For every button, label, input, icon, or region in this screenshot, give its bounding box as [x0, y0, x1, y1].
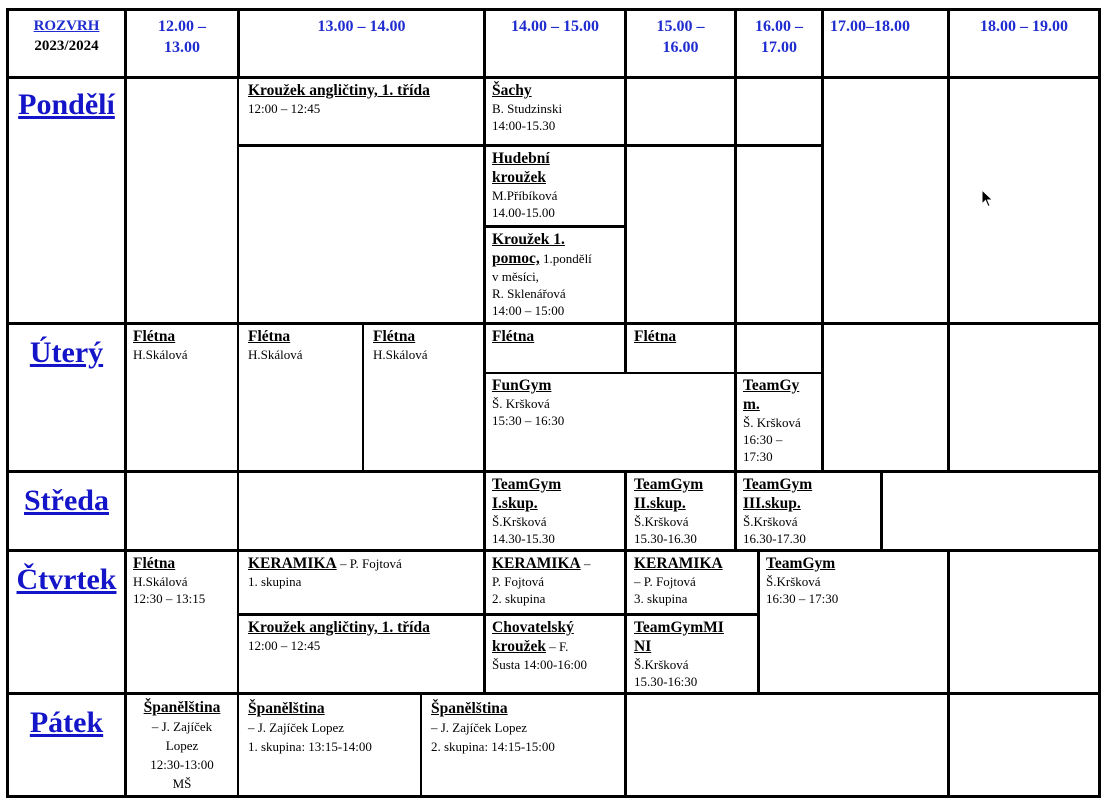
activity-teacher: B. Studzinski — [492, 101, 563, 116]
activity-title: TeamGymMI NI — [634, 619, 724, 655]
tuesday-flute-cell-4 — [486, 325, 624, 372]
activity-teacher: – J. Zajíček Lopez — [248, 720, 345, 735]
activity-time: 14:00 – 15:00 — [492, 303, 565, 318]
activity-group: 1. skupina — [248, 574, 302, 589]
activity-title: TeamGym II.skup. — [634, 476, 704, 512]
activity-teacher: – P. Fojtová — [634, 574, 696, 589]
wednesday-teamgym-3-cell — [737, 473, 880, 549]
activity-teacher: Š. Kršková — [743, 415, 801, 430]
activity-title: Kroužek angličtiny, 1. třída — [248, 619, 430, 636]
activity-title: Chovatelský — [492, 619, 574, 636]
wednesday-teamgym-2-cell — [627, 473, 734, 549]
activity-title: Španělština — [431, 700, 508, 717]
activity-note: v měsíci, — [492, 269, 539, 284]
monday-english-cell — [239, 79, 483, 144]
activity-title: TeamGy m. — [743, 377, 800, 413]
thursday-ceramics-2-cell — [486, 552, 624, 613]
thursday-ceramics-3-cell — [627, 552, 757, 613]
activity-time: 16.30-17.30 — [743, 531, 806, 546]
tuesday-fungym-cell — [486, 374, 734, 470]
activity-time: 15.30-16.30 — [634, 531, 697, 546]
activity-title: Flétna — [133, 555, 176, 572]
activity-title: Flétna — [373, 328, 416, 345]
time-header-16: 16.00 – 17.00 — [755, 18, 803, 56]
activity-title: Španělština — [248, 700, 325, 717]
activity-teacher: H.Skálová — [373, 347, 428, 362]
activity-teacher: P. Fojtová — [492, 574, 545, 589]
activity-title: TeamGym I.skup. — [492, 476, 562, 512]
activity-teacher: Š.Kršková — [766, 574, 821, 589]
activity-title: FunGym — [492, 377, 552, 394]
time-header-14: 14.00 – 15.00 — [511, 18, 599, 35]
activity-teacher: Š.Kršková — [634, 657, 689, 672]
activity-title: TeamGym — [766, 555, 836, 572]
activity-time: 12:30-13:00 MŠ — [150, 757, 214, 791]
monday-music-cell — [486, 147, 624, 225]
time-header-17: 17.00–18.00 — [830, 18, 910, 35]
time-header-13: 13.00 – 14.00 — [317, 18, 406, 35]
activity-time: 14.00-15.00 — [492, 205, 555, 220]
friday-spanish-1-cell — [127, 695, 237, 795]
activity-teacher: – J. Zajíček Lopez — [151, 719, 213, 753]
activity-teacher: R. Sklenářová — [492, 286, 566, 301]
activity-teacher: H.Skálová — [133, 574, 188, 589]
activity-teacher: Š.Kršková — [634, 514, 689, 529]
activity-teacher: Š.Kršková — [743, 514, 798, 529]
day-wednesday-link[interactable]: Středa — [24, 484, 109, 517]
monday-first-aid-cell — [486, 228, 624, 322]
activity-teacher-time: Šusta 14:00-16:00 — [492, 657, 587, 672]
mouse-cursor-icon — [981, 189, 995, 209]
activity-title: Flétna — [133, 328, 176, 345]
activity-title: Flétna — [492, 328, 535, 345]
schedule-title-link[interactable]: ROZVRH — [33, 18, 100, 34]
activity-title: Kroužek 1. — [492, 231, 565, 248]
tuesday-flute-cell-2 — [239, 325, 362, 470]
activity-title: Hudební kroužek — [492, 150, 550, 186]
time-header-18: 18.00 – 19.00 — [980, 18, 1068, 35]
activity-time: 12:00 – 12:45 — [248, 101, 321, 116]
activity-title: Flétna — [634, 328, 677, 345]
activity-time: 16:30 – 17:30 — [766, 591, 839, 606]
activity-group-time: 1. skupina: 13:15-14:00 — [248, 739, 372, 754]
school-year: 2023/2024 — [34, 38, 99, 54]
activity-title: KERAMIKA – — [492, 555, 591, 572]
activity-title: Flétna — [248, 328, 291, 345]
activity-teacher: Š.Kršková — [492, 514, 547, 529]
activity-title: KERAMIKA — [634, 555, 723, 572]
activity-title: KERAMIKA – P. Fojtová — [248, 555, 402, 572]
thursday-teamgym-mini-cell — [627, 616, 757, 692]
tuesday-teamgym-cell — [737, 374, 821, 470]
activity-time: 14:00-15.30 — [492, 118, 556, 133]
thursday-ceramics-1-cell — [239, 552, 483, 613]
activity-teacher: – J. Zajíček Lopez — [431, 720, 528, 735]
activity-teacher: M.Příbíková — [492, 188, 558, 203]
activity-time: 16:30 – 17:30 — [743, 432, 783, 464]
tuesday-flute-cell-3 — [364, 325, 483, 470]
activity-time: 12:30 – 13:15 — [133, 591, 206, 606]
activity-group: 2. skupina — [492, 591, 546, 606]
thursday-teamgym-cell — [760, 552, 947, 692]
activity-time: 15:30 – 16:30 — [492, 413, 565, 428]
thursday-english-cell — [239, 616, 483, 692]
activity-title: Kroužek angličtiny, 1. třída — [248, 82, 430, 99]
day-friday-link[interactable]: Pátek — [29, 706, 104, 739]
activity-time: 12:00 – 12:45 — [248, 638, 321, 653]
monday-chess-cell — [486, 79, 624, 144]
corner-cell — [9, 11, 124, 76]
wednesday-teamgym-1-cell — [486, 473, 624, 549]
thursday-flute-cell — [127, 552, 237, 692]
activity-teacher: H.Skálová — [133, 347, 188, 362]
activity-group-time: 2. skupina: 14:15-15:00 — [431, 739, 555, 754]
tuesday-flute-cell-1 — [127, 325, 237, 470]
day-tuesday-link[interactable]: Úterý — [29, 336, 104, 369]
friday-spanish-2-cell — [239, 695, 420, 795]
activity-time: 15.30-16:30 — [634, 674, 698, 689]
activity-title-line2: kroužek – F. — [492, 638, 569, 655]
activity-title: Šachy — [492, 82, 532, 99]
time-header-12: 12.00 – 13.00 — [158, 18, 206, 56]
day-thursday-link[interactable]: Čtvrtek — [16, 563, 117, 596]
activity-time: 14.30-15.30 — [492, 531, 555, 546]
activity-title-line2: pomoc, 1.pondělí — [492, 250, 592, 267]
activity-teacher: Š. Kršková — [492, 396, 550, 411]
activity-title: TeamGym III.skup. — [743, 476, 813, 512]
activity-group: 3. skupina — [634, 591, 688, 606]
friday-spanish-3-cell — [422, 695, 624, 795]
thursday-breeding-cell — [486, 616, 624, 692]
tuesday-flute-cell-5 — [627, 325, 734, 372]
activity-teacher: H.Skálová — [248, 347, 303, 362]
day-monday-link[interactable]: Pondělí — [18, 88, 115, 121]
activity-title: Španělština — [143, 699, 221, 716]
time-header-15: 15.00 – 16.00 — [656, 18, 705, 56]
